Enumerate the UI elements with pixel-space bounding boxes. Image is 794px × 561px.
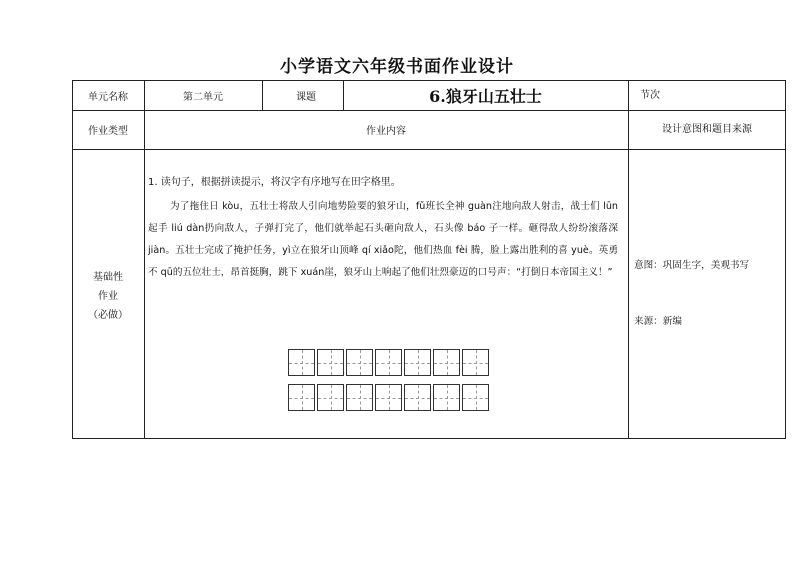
type-line-2: 作业 (98, 290, 118, 302)
type-line-3: （必做） (88, 309, 128, 321)
writing-cell[interactable] (317, 349, 344, 376)
design-header: 设计意图和题目来源 (662, 123, 752, 135)
unit-label: 单元名称 (88, 91, 128, 103)
question-passage: 为了拖住日 kòu，五壮士将敌人引向地势险要的狼牙山，fǔ班长全神 guàn注地向敌人射击，战士们 lūn起手 liú dàn扔向敌人，子弹打完了，他们就举起石头砸向敌人，石头像 báo 子一样。砸得敌人纷纷滚落深 jiàn。五壮士完成了掩护任务，yì立在狼牙山顶峰 qí xiǎo陀，他们热血 fèi 腾，脸上露出胜利的喜 yuè。英勇不 qū的五位壮士，昂首挺胸，跳下 xuán崖，狼牙山上响起了他们壮烈豪迈的口号声：“打倒日本帝国主义！” (148, 201, 618, 278)
col-divider (628, 80, 629, 439)
writing-cell[interactable] (462, 349, 489, 376)
type-line-1: 基础性 (93, 271, 123, 283)
design-intent: 意图：巩固生字，美观书写 (634, 260, 750, 271)
writing-cell[interactable] (317, 384, 344, 411)
unit-value: 第二单元 (183, 91, 223, 103)
writing-cell[interactable] (433, 349, 460, 376)
row-divider (72, 149, 786, 150)
writing-cell[interactable] (288, 349, 315, 376)
writing-cell[interactable] (346, 384, 373, 411)
section-label: 节次 (640, 89, 660, 101)
writing-grid-row (288, 349, 491, 376)
type-header: 作业类型 (88, 126, 128, 137)
writing-cell[interactable] (433, 384, 460, 411)
writing-cell[interactable] (346, 349, 373, 376)
writing-grid-row (288, 384, 491, 411)
content-header: 作业内容 (366, 126, 406, 137)
homework-type (72, 149, 144, 439)
writing-cell[interactable] (404, 349, 431, 376)
writing-cell[interactable] (288, 384, 315, 411)
writing-cell[interactable] (375, 384, 402, 411)
document-title: 小学语文六年级书面作业设计 (280, 57, 514, 77)
writing-cell[interactable] (404, 384, 431, 411)
writing-cell[interactable] (462, 384, 489, 411)
writing-cell[interactable] (375, 349, 402, 376)
lesson-label: 课题 (296, 91, 316, 103)
design-source: 来源：新编 (634, 316, 682, 327)
lesson-title: 6.狼牙山五壮士 (429, 86, 542, 106)
section-value (680, 80, 786, 110)
question-instruction: 1. 读句子，根据拼读提示，将汉字有序地写在田字格里。 (148, 177, 401, 188)
